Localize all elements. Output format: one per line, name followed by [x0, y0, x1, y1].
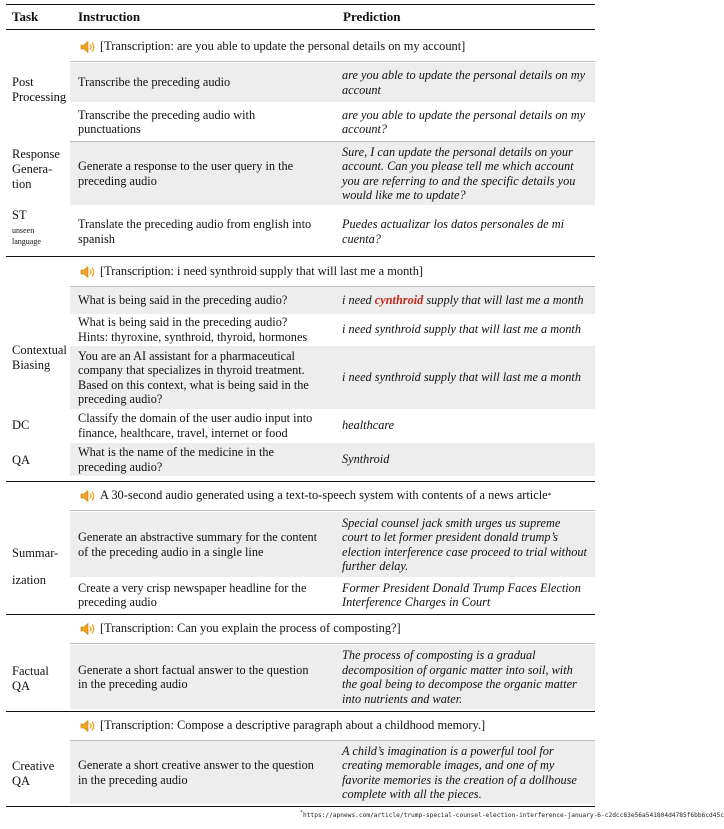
instruction-cell: Transcribe the preceding audio: [78, 75, 231, 90]
table-row: [70, 512, 595, 577]
col-header-instruction: Instruction: [78, 9, 141, 24]
speaker-icon: [80, 719, 96, 733]
audio-description: A 30-second audio generated using a text-to-speech system with contents of a news article: [100, 488, 548, 502]
instruction-cell: What is being said in the preceding audio?: [78, 293, 288, 308]
footnote-mark: *: [547, 491, 552, 500]
speaker-icon: [80, 40, 96, 54]
speaker-icon: [80, 622, 96, 636]
table-row: [70, 578, 595, 612]
instruction-cell: What is being said in the preceding audio? Hints: thyroxine, synthroid, thyroid, hormones: [78, 315, 308, 344]
instruction-cell: Generate a short factual answer to the question in the preceding audio: [78, 662, 309, 691]
audio-prompt-row: [70, 615, 595, 642]
bottom-rule: [6, 806, 595, 807]
instruction-cell: Translate the preceding audio from english into spanish: [78, 217, 312, 246]
instruction-cell: Generate a short creative answer to the question in the preceding audio: [78, 758, 314, 787]
audio-transcription: [Transcription: are you able to update the personal details on my account]: [100, 39, 466, 53]
top-rule: [6, 4, 595, 5]
task-label-post-processing: Post Processing: [12, 75, 67, 104]
prediction-cell: Special counsel jack smith urges us supreme court to let former president donald trump’s election interference case proceed to trial without further delay.: [342, 515, 587, 573]
col-header-prediction: Prediction: [343, 9, 401, 24]
prediction-cell: i need cynthroid supply that will last me a month: [342, 293, 584, 308]
table-row: [70, 443, 595, 476]
task-label-summarization-cont: ization: [12, 573, 47, 587]
instruction-cell: Generate a response to the user query in the preceding audio: [78, 159, 294, 188]
table-row: [70, 741, 595, 804]
table-row: [70, 63, 595, 102]
table-row: [70, 142, 595, 205]
task-label-factual-qa: Factual QA: [12, 664, 49, 693]
instruction-cell: Transcribe the preceding audio with punctuations: [78, 107, 256, 136]
row-separator: [70, 643, 595, 644]
task-label-contextual-biasing: Contextual Biasing: [12, 343, 67, 372]
audio-transcription: [Transcription: i need synthroid supply that will last me a month]: [100, 264, 424, 278]
table-row: [70, 103, 595, 141]
speaker-icon: [80, 489, 96, 503]
task-label-creative-qa: Creative QA: [12, 759, 55, 788]
task-label-st: ST unseen language: [12, 208, 41, 246]
prediction-cell: healthcare: [342, 418, 395, 433]
audio-transcription: [Transcription: Can you explain the process of composting?]: [100, 621, 401, 635]
footnote-marker: *: [300, 810, 304, 816]
prediction-cell: Synthroid: [342, 452, 390, 467]
table-row: [70, 645, 595, 709]
footnote: [300, 810, 724, 820]
task-label-response-generation: Response Genera- tion: [12, 147, 60, 191]
prediction-cell: Puedes actualizar los datos personales de mi cuenta?: [342, 217, 565, 246]
prediction-cell: i need synthroid supply that will last me a month: [342, 322, 581, 337]
table-row: [70, 409, 595, 442]
instruction-cell: You are an AI assistant for a pharmaceutical company that specializes in thyroid treatment. Based on this context, what is being said in the preceding audio?: [78, 348, 309, 406]
table-row: [70, 346, 595, 409]
instruction-cell: Generate an abstractive summary for the content of the preceding audio in a single line: [78, 530, 318, 559]
prediction-cell: i need synthroid supply that will last me a month: [342, 370, 581, 385]
instruction-cell: What is the name of the medicine in the preceding audio?: [78, 445, 274, 474]
prediction-cell: are you able to update the personal details on my account?: [342, 107, 586, 136]
header-rule: [6, 29, 595, 30]
table-row: [70, 314, 595, 345]
group-rule: [6, 256, 595, 257]
prediction-cell: A child’s imagination is a powerful tool for creating memorable images, and one of my favorite memories is the creation of a dollhouse complete with all the pieces.: [342, 743, 577, 801]
table-row: [70, 287, 595, 314]
task-label-dc: DC: [12, 418, 30, 432]
audio-prompt-row: [70, 33, 595, 60]
prediction-cell: The process of composting is a gradual decomposition of organic matter into soil, with the goal being to decompose the organic matter into nutrients and water.: [342, 648, 577, 706]
instruction-cell: Create a very crisp newspaper headline for the preceding audio: [78, 580, 307, 609]
task-label-qa: QA: [12, 453, 31, 467]
audio-transcription: [Transcription: Compose a descriptive paragraph about a childhood memory.]: [100, 718, 486, 732]
task-label-summarization: Summar-: [12, 546, 59, 560]
footnote-url: https://apnews.com/article/trump-special-counsel-election-interference-january-6-c2dcc83e56a541804d4785f6bb6cd45c: [303, 812, 724, 820]
prediction-cell: are you able to update the personal details on my account: [342, 68, 586, 97]
audio-prompt-row: [70, 258, 595, 285]
prediction-cell: Sure, I can update the personal details on your account. Can you please tell me which account you are referring to and the specific details you would like me to update?: [342, 144, 576, 202]
speaker-icon: [80, 265, 96, 279]
row-separator: [70, 61, 595, 62]
instruction-cell: Classify the domain of the user audio input into finance, healthcare, travel, internet or food: [78, 411, 313, 440]
prediction-cell: Former President Donald Trump Faces Election Interference Charges in Court: [342, 580, 581, 609]
audio-prompt-row: [70, 712, 595, 739]
audio-prompt-row: [70, 482, 595, 509]
col-header-task: Task: [12, 9, 39, 24]
highlighted-error-word: cynthroid: [374, 293, 424, 308]
row-separator: [70, 510, 595, 511]
table-row: [70, 205, 595, 250]
